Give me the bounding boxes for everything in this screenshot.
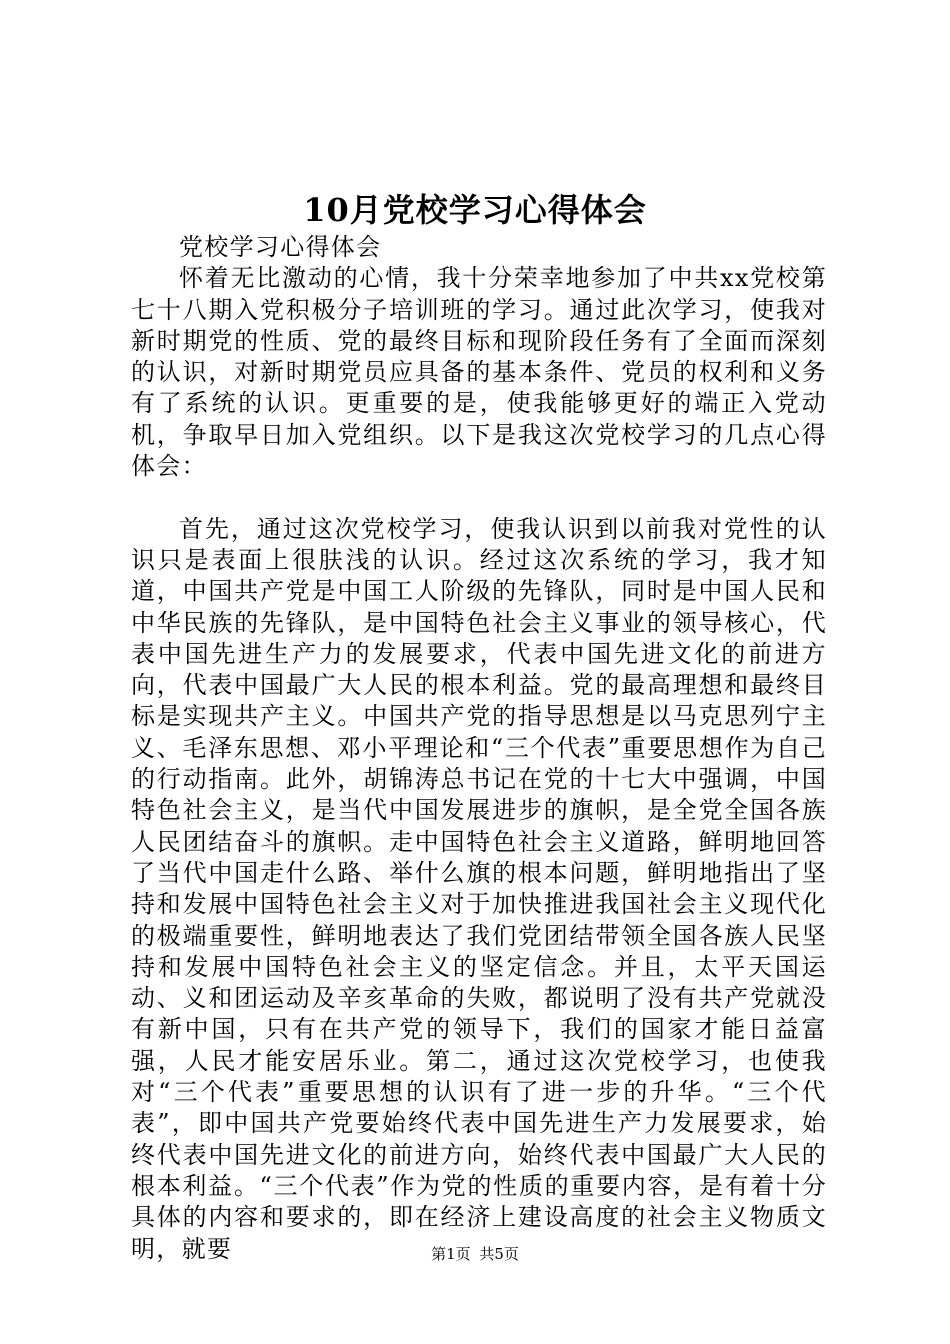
paragraph-intro: 怀着无比激动的心情，我十分荣幸地参加了中共xx党校第七十八期入党积极分子培训班的学习。通过此次学习，使我对新时期党的性质、党的最终目标和现阶段任务有了全面而深刻的认识，对新时期党员应具备的基本条件、党员的权利和义务有了系统的认识。更重要的是，使我能够更好的端正入党动机，争取早日加入党组织。以下是我这次党校学习的几点心得体会：	[131, 264, 827, 481]
document-body	[131, 232, 827, 1265]
document-title: 10月党校学习心得体会	[303, 191, 647, 229]
section-heading: 党校学习心得体会	[179, 233, 382, 261]
page-number: 第1页	[431, 1245, 471, 1263]
page-footer	[0, 1244, 950, 1264]
paragraph-main: 首先，通过这次党校学习，使我认识到以前我对党性的认识只是表面上很肤浅的认识。经过这次系统的学习，我才知道，中国共产党是中国工人阶级的先锋队，同时是中国人民和中华民族的先锋队，是中国特色社会主义事业的领导核心，代表中国先进生产力的发展要求，代表中国先进文化的前进方向，代表中国最广大人民的根本利益。党的最高理想和最终目标是实现共产主义。中国共产党的指导思想是以马克思列宁主义、毛泽东思想、邓小平理论和“三个代表”重要思想作为自己的行动指南。此外，胡锦涛总书记在党的十七大中强调，中国特色社会主义，是当代中国发展进步的旗帜，是全党全国各族人民团结奋斗的旗帜。走中国特色社会主义道路，鲜明地回答了当代中国走什么路、举什么旗的根本问题，鲜明地指出了坚持和发展中国特色社会主义对于加快推进我国社会主义现代化的极端重要性，鲜明地表达了我们党团结带领全国各族人民坚持和发展中国特色社会主义的坚定信念。并且，太平天国运动、义和团运动及辛亥革命的失败，都说明了没有共产党就没有新中国，只有在共产党的领导下，我们的国家才能日益富强，人民才能安居乐业。第二，通过这次党校学习，也使我对“三个代表”重要思想的认识有了进一步的升华。“三个代表”，即中国共产党要始终代表中国先进生产力发展要求，始终代表中国先进文化的前进方向，始终代表中国最广大人民的根本利益。“三个代表”作为党的性质的重要内容，是有着十分具体的内容和要求的，即在经济上建设高度的社会主义物质文明，就要	[131, 514, 827, 1263]
page-total: 共5页	[479, 1245, 519, 1263]
